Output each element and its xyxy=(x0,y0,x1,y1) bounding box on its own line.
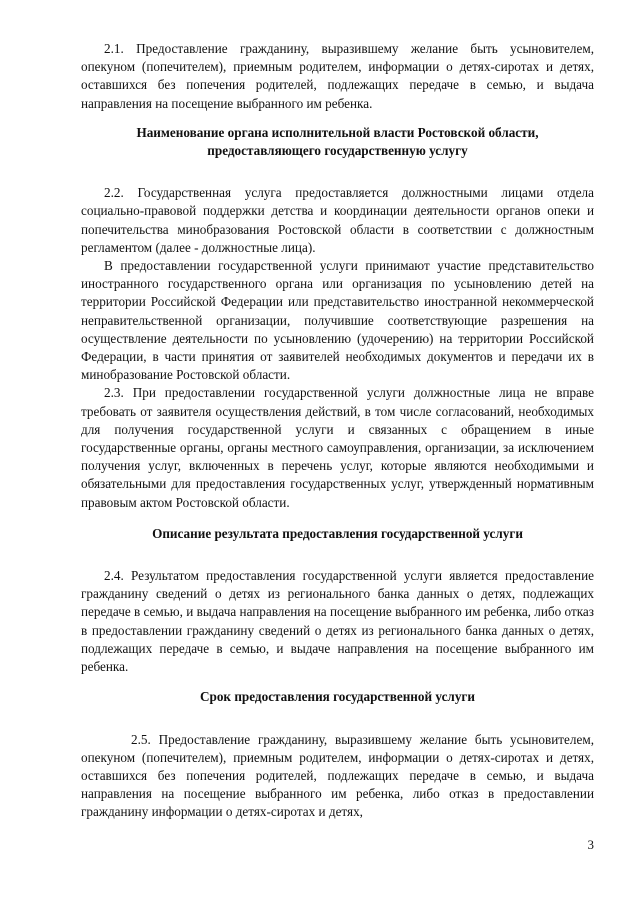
paragraph-2-2: 2.2. Государственная услуга предоставляется должностными лицами отдела социально-правовой поддержки детства и координации деятельности органов опеки и попечительства минобразования Ростовской области в соответствии с должностным регламентом (далее - должностные лица). xyxy=(81,185,594,255)
paragraph-2-4: 2.4. Результатом предоставления государственной услуги является предоставление гражданину сведений о детях из регионального банка данных о детях, подлежащих передаче в семью, и выдача направления на посещение выбранного им ребенка, либо отказ в предоставлении гражданину сведений о детях из регионального банка данных о детях, подлежащих передаче в семью, и выдаче направления на посещение выбранного им ребенка. xyxy=(81,568,594,675)
page-number: 3 xyxy=(587,837,594,852)
paragraph-2-3: 2.3. При предоставлении государственной услуги должностные лица не вправе требовать от заявителя осуществления действий, в том числе согласований, необходимых для получения государственной услуги и связанных с обращением в иные государственные органы, органы местного самоуправления, организации, за исключением получения услуг, включенных в перечень услуг, которые являются необходимыми и обязательными для предоставления государственных услуг, утвержденный нормативным правовым актом Ростовской области. xyxy=(81,385,594,510)
heading-result: Описание результата предоставления государственной услуги xyxy=(152,525,523,541)
heading-authority-line-1: Наименование органа исполнительной власти Ростовской области, xyxy=(136,124,539,140)
heading-authority-line-2: предоставляющего государственную услугу xyxy=(207,143,468,159)
paragraph-2-1: 2.1. Предоставление гражданину, выразившему желание быть усыновителем, опекуном (попечителем), приемным родителем, информации о детях-сиротах и детях, оставшихся без попечения родителей, подлежащих передаче в семью, и выдача направления на посещение выбранного им ребенка. xyxy=(81,41,594,111)
heading-term: Срок предоставления государственной услуги xyxy=(199,689,476,705)
paragraph-2-2-participants: В предоставлении государственной услуги принимают участие представительство иностранного государственного органа или организация по усыновлению детей на территории Российской Федерации или представительство иностранной некоммерческой неправительственной организации, получившие соответствующие разрешения на осуществление деятельности по усыновлению (удочерению) на территории Российской Федерации, в части принятия от заявителей необходимых документов и передачи их в минобразование Ростовской области. xyxy=(81,258,594,383)
paragraph-2-5: 2.5. Предоставление гражданину, выразившему желание быть усыновителем, опекуном (попечителем), приемным родителем, информации о детях-сиротах и детях, оставшихся без попечения родителей, подлежащих передаче в семью, и выдача направления на посещение выбранного им ребенка, либо отказ в предоставлении гражданину информации о детях-сиротах и детях, xyxy=(81,731,594,820)
heading-authority xyxy=(81,124,594,160)
